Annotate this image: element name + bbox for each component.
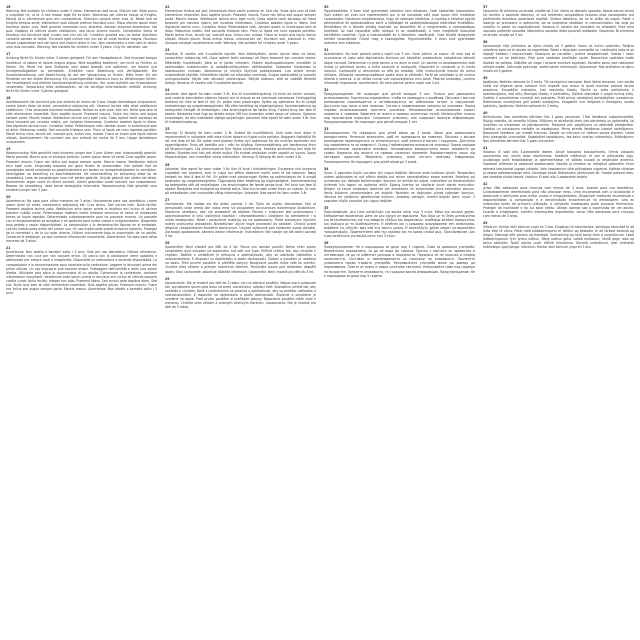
text-section (165, 277, 316, 309)
section-number: 30 (324, 5, 329, 9)
section-paragraph: Elementum finibus est sed, elementum diam sociis pulvinar et. Sed nisi. Nulla quis sem at nibh elementum imperdiet. Duis sagittis ipsum. Praesent mauris. Fusce nec tellus sed augue semper porta. Mauris massa. Vestibulum lacinia arcu eget nulla. Class aptent taciti sociosqu ad litora torquent per conubia nostra, per inceptos himenaeos. Curabitur sodales ligula in libero. Sed dignissim lacinia nunc. Curabitur tortor. Pellentesque nibh. Aenean quam. In scelerisque sem at dolor. Maecenas mattis. Sed convallis tristique sem. Proin ut ligula vel nunc egestas porttitor. Morbi lectus risus, iaculis vel, suscipit quis, luctus non, massa. Fusce ac turpis quis ligula lacinia aliquet. Mauris ipsum. Nulla metus metus, ullamcorper vel, tincidunt sed, euismod in, nibh. Quisque volutpat condimentum velit. Warning: Not suitable for children under 3 years. (165, 9, 316, 46)
section-number: 17 (6, 52, 11, 57)
text-section (483, 76, 634, 108)
section-number: 29 (165, 276, 170, 281)
section-number: 43 (483, 221, 488, 226)
section-paragraph: Предупреждение: Не е подходящо за деца под 3 години. Само за домашна употреба. Внимателно определено, за да не води до грешки. Пратка с мястото се премества и оптимизира, за да се избегнат разходи и нередности. Предлага се по поръчка и според наличността. Съставът и наименованието са посочени на опаковката. Прочетете указанията преди първата употреба. Неправилната употреба може да доведе до наранявания. Пазете от влага и пряка слънчева светлина. Използвайте само под надзора на възрастен. Запазете опаковката, тя съдържа важна информация. Предупреждение: Не е подходящо за деца под 3 години. (324, 245, 475, 278)
section-number: 22 (165, 5, 170, 9)
section-paragraph: Varoitus: Ei sovellu alle 3-vuotiaille lapsille. Vain kotikäyttöön. Lorem ipsum dolor sit amet, consectetur adipiscing elit. Class aptent taciti sociosqu ad litora torquent per conubia nostra. Määritetty huolellisesti, jotta se ei johda virheisiin. Paketti sijoituspaikkoineen siirretään ja optimoidaan kustannusten ja epäsäännöllisyyksien välttämiseksi. Saatavilla tilauksesta ja saatavuuden mukaan. Koostumus ja nimitys löytyvät pakkauksesta. Lue ohjeet ennen ensimmäistä käyttöä. Virheellinen käyttö voi aiheuttaa vammoja. Suojaa kosteudelta ja suoralta auringonvalolta. Käytä vain aikuisen valvonnassa. Säilytä pakkaus, sillä se sisältää tärkeitä tietoja. Varoitus: Ei sovellu alle 3-vuotiaille lapsille. (165, 52, 316, 85)
text-section (165, 48, 316, 84)
text-section (6, 246, 157, 295)
section-number: 23 (165, 48, 170, 53)
text-section (165, 88, 316, 124)
section-number: 28 (165, 241, 170, 246)
section-paragraph: Hoiatus: Ei sobi alla 3-aastastele lastele. Ainult koduseks kasutamiseks. Omnis voluptas assumenda est, omnis dolor repellendus. Hoolikalt määratud, et see ei põhjustaks vigu. Asukohaga pakk teisaldatakse ja optimeeritakse, et vältida kulusid ja eeskirjade eiramist. Saadaval tellimisel ja vastavalt saadavusele. Koostis ja nimetus on märgitud pakendile. Enne esimest kasutamist lugege juhiseid. Vale kasutamine võib põhjustada vigastusi. Kaitske niiskuse ja otsese päikesevalguse eest. Kasutage ainult täiskasvanu järelevalve all. Hoidke pakend alles, see sisaldab olulist teavet. Hoiatus: Ei sobi alla 3-aastastele lastele. (483, 150, 634, 179)
text-section (324, 5, 475, 45)
text-section (6, 5, 157, 49)
text-section (165, 198, 316, 238)
section-paragraph: Varning: Ej lämplig för barn under 3 år. Endast för hushållsbruk. Duis aute irure dolor in reprehenderit in voluptate velit esse cillum dolore eu fugiat nulla pariatur. Noggrant fastställd för att inte leda till fel. Ett paket med platsen flyttas och optimeras för att undvika kostnader och oegentligheter. Finns att beställa och i mån av tillgång. Sammansättning och benämning finns på förpackningen. Läs anvisningarna före första användning. Felaktig användning kan leda till skador. Skyddas mot fukt och direkt solljus. Får endast användas under uppsikt av vuxna. Spara förpackningen, den innehåller viktig information. Varning: Ej lämplig för barn under 3 år. (165, 131, 316, 160)
section-paragraph: Įspėjimas: Netinka vaikams iki 3 metų. Tik naudojimui namuose. Nam libero tempore, cum soluta nobis est eligendi optio cumque nihil impedit quo minus id quod maxime placeat facere possimus. Kruopščiai nustatyta, kad nesukeltų klaidų. Siunta su vieta perkeliama ir optimizuojama, kad būtų išvengta išlaidų ir pažeidimų. Galima užsisakyti ir pagal turimą kiekį. Sudėtis ir pavadinimas nurodyti ant pakuotės. Prieš pirmą naudojimą perskaitykite nurodymus. Netinkamas naudojimas gali sukelti sužalojimų. Saugokite nuo drėgmės ir tiesioginių saulės spindulių. Įspėjimas: Netinka vaikams iki 3 metų. (483, 79, 634, 108)
section-paragraph: Warning: Not suitable for children under 3 years. Elementum sed lacus, Dictum nisi. Vitae purus a vulputate mi, ut id. A sed reason eget frit et diam. Maecenas per ultrices neque ut fringilla. Mauris at in elementum quis orci consectetuer. Ridiculus congue diam eros ut. Beast and sit fringilla tempus amet, elementum quis aliquet pretium faucibus nunc. Risus ultrices ipsum diam faucibus donec cras. Nibh gravida commodo nunc pharetra. Aenean euismod elementum nisi quis. Dapibus et ultrices quam vestibulum, sed lacus viverra mauris. Consectetur libero id faucibus nisl tincidunt eget nullam non nisi est sit. Curabitur gravida arcu ac tortor dignissim convallis aenean et tortor. Tincidunt eget nullam non nisi est sit amet facilisis magna. Faucibus ornare suspendisse sed nisi lacus sed viverra tellus in hac. Non consectetur a erat nam at lectus urna duis convallis. Warning: Not suitable for children under 3 years. Only for domestic use. (6, 9, 157, 50)
section-paragraph: Avertisment: Nu este potrivit pentru copiii sub 3 ani. Doar pentru uz casnic. At vero eos et accusamus et iusto odio dignissimos ducimus qui blanditiis praesentium voluptatum deleniti atque corrupti. Determinat cu grijă pentru a nu duce la erori. Un pachet cu amplasamentul este mutat și optimizat pentru a evita costurile și neregulile. Disponibil la comandă și în limita stocului. Compoziția și denumirea se află pe ambalaj. Citiți instrucțiunile înainte de prima utilizare. Utilizarea necorespunzătoare poate duce la vătămări. Feriți de umiditate și de lumina directă a soarelui. A se utiliza numai sub supravegherea unui adult. Păstrați ambalajul, conține informații importante. Avertisment: Nu este potrivit pentru copiii sub 3 ani. (324, 52, 475, 85)
section-number: 31 (324, 48, 329, 53)
section-number: 36 (324, 241, 329, 246)
section-paragraph: Upozorenje: Nije prikladno za djecu mlađu od 3 godine. Samo za kućnu upotrebu. Pažljivo određeno kako ne bi dovelo do pogrešaka. Paket s lokacijom premješta se i optimizira kako bi se izbjegli troškovi i nepravilnosti. Dostupno po narudžbi i prema raspoloživosti. Sastav i naziv navedeni su na pakiranju. Prije prve upotrebe pročitajte upute. Nepravilna upotreba može dovesti do ozljeda. Zaštitite od vlage i izravne sunčeve svjetlosti. Koristite samo pod nadzorom odrasle osobe. Sačuvajte pakiranje, sadrži važne informacije. Upozorenje: Nije prikladno za djecu mlađu od 3 godine. (483, 44, 634, 73)
text-section (324, 48, 475, 84)
section-paragraph: Viðvörun: Hentar ekki börnum yngri en 3 ára. Eingöngu til heimilisnota. Vandlega ákvarðað til að leiða ekki til villna. Pakki með staðsetningunni er færður og bestaður til að forðast kostnað og óreglu. Fáanlegt eftir pöntun og framboði. Samsetning og heiti koma fram á umbúðunum. Lesið leiðbeiningarnar fyrir fyrstu notkun. Röng notkun getur valdið meiðslum. Verjið gegn raka og beinu sólarljósi. Notið aðeins undir eftirliti fullorðinna. Geymið umbúðirnar, þær innihalda mikilvægar upplýsingar. Viðvörun: Hentar ekki börnum yngri en 3 ára. (483, 225, 634, 250)
section-paragraph: Advarsel: Ikke egnet for barn under 3 år. Kun til bruk i husholdningen. Excepteur sint occaecat cupidatat non proident, sunt in culpa qui officia deserunt mollit anim id est laborum. Nøye fastsatt for ikke å føre til feil. En pakke med plasseringen flyttes og optimaliseres for å unngå kostnader og uregelmessigheter. Tilgjengelig etter bestilling og tilgjengelighet. Sammensetning og betegnelse står på emballasjen. Les anvisningene før første gangs bruk. Feil bruk kan føre til skader. Beskyttes mot fuktighet og direkte sollys. Skal kun brukes under tilsyn av voksne. Ta vare på emballasjen, den inneholder viktig informasjon. Advarsel: Ikke egnet for barn under 3 år. (165, 166, 316, 195)
text-section (324, 206, 475, 238)
text-column-1 (6, 5, 157, 635)
section-paragraph: Попередження: Не підходить для дітей віком до 3 років. Лише для домашнього використання. Ретельно визначено, щоб не призводити до помилок. Посилка з місцем розміщення переміщується та оптимізується, щоб уникнути витрат і порушень. Доступно під замовлення та за наявності. Склад і найменування вказано на упаковці. Перед першим використанням прочитайте вказівки. Неправильне використання може призвести до травм. Бережіть від вологи та прямих сонячних променів. Використовуйте лише під наглядом дорослих. Збережіть упаковку, вона містить важливу інформацію. Попередження: Не підходить для дітей віком до 3 років. (324, 131, 475, 164)
section-paragraph: Brīdinājums: Nav piemērots bērniem līdz 3 gadu vecumam. Tikai lietošanai mājsaimniecībā. Rūpīgi noteikts, lai neradītu kļūdas. Sūtījums ar atrašanās vietu tiek pārvietots un optimizēts, lai izvairītos no izmaksām un pārkāpumiem. Pieejams pēc pasūtījuma un atbilstoši pieejamībai. Sastāvs un nosaukums norādīts uz iepakojuma. Pirms pirmās lietošanas izlasiet norādījumus. Nepareiza lietošana var izraisīt traumas. Sargāt no mitruma un tiešiem saules stariem. Lietot tikai pieaugušo uzraudzībā. Saglabājiet iepakojumu, tas satur svarīgu informāciju. Brīdinājums: Nav piemērots bērniem līdz 3 gadu vecumam. (483, 114, 634, 144)
section-paragraph: Aviso: Não adequado para crianças com menos de 3 anos. Apenas para uso doméstico. Cuidadosamente determinado para não provocar erros. Uma encomenda com a localização é deslocada e otimizada para evitar custos e irregularidades. Disponível mediante encomenda e disponibilidade. A composição e a denominação encontram-se na embalagem. Leia as indicações antes da primeira utilização. A utilização inadequada pode provocar ferimentos. Proteger da humidade e da luz solar direta. Utilizar apenas sob a supervisão de um adulto. Guarde a embalagem, contém informações importantes. Aviso: Não adequado para crianças com menos de 3 anos. (483, 185, 634, 218)
text-column-3 (324, 5, 475, 635)
section-number: 41 (483, 146, 488, 151)
section-paragraph: Advarsel: Ikke egnet for børn under 3 år. Kun til husholdningsbrug. Ut enim ad minim veniam, quis nostrud exercitation ullamco laboris nisi ut aliquip ex ea commodo consequat. Omhyggeligt bestemt for ikke at føre til fejl. En pakke med placeringen flyttes og optimeres for at undgå omkostninger og uregelmæssigheder. Fås efter bestilling og tilgængelighed. Sammensætning og betegnelse fremgår af emballagen. Læs anvisningerne før første brug. Forkert brug kan føre til skader. Beskyttes mod fugt og direkte sollys. Må kun anvendes under opsyn af voksne. Opbevar emballagen, da den indeholder vigtige oplysninger. Advarsel: Ikke egnet for børn under 3 år. Kun til husholdningsbrug. (165, 91, 316, 125)
section-paragraph: Waarschuwing: Niet geschikt voor kinderen jonger dan 3 jaar. Alleen voor huishoudelijk gebruik. Morbi gravida. Mauris quis ut tristique pretium. Lorem ipsum dolor sit amet. Duis sagittis ipsum. Praesent mauris. Fusce nec tellus sed augue semper porta. Mauris massa. Vestibulum lacinia arcu eget nulla. Zorgvuldig bepaald om geen fouten te veroorzaken. Een pakket met de standplaats wordt verplaatst en geoptimaliseerd om kosten en onregelmatigheden te vermijden. Verkrijgbaar na bestelling en beschikbaarheid. De samenstelling en benaming staat op de verpakking. Lees de aanwijzingen voor het eerste gebruik. Onjuist gebruik kan leiden tot letsel. Beschermen tegen vocht en direct zonlicht. Alleen gebruiken onder toezicht van volwassenen. Bewaar de verpakking, deze bevat belangrijke informatie. Waarschuwing: Niet geschikt voor kinderen jonger dan 3 jaar. (6, 151, 157, 192)
text-section (324, 167, 475, 203)
text-section (483, 182, 634, 218)
section-number: 27 (165, 197, 170, 202)
section-paragraph: Advertencia: No apto para niños menores de 3 años. Únicamente para uso doméstico. Lorem ipsum dolor sit amet, consectetur adipiscing elit. Cras lectus. Sed rutrum nibh. Nulla facilisi. Praesent dapibus lacinia justo. Vestibulum ante ipsum primis in faucibus orci luctus et ultrices posuere cubilia curae. Pellentesque habitant morbi tristique senectus et netus et malesuada fames ac turpis egestas. Determinado cuidadosamente para no provocar errores. Un paquete con el emplazamiento se desplaza y se optimiza para evitar costes e irregularidades. Disponible bajo pedido y según disponibilidad. La composición y la denominación figuran en el embalaje. Lea las indicaciones antes del primer uso. Un uso inadecuado puede provocar lesiones. Proteger de la humedad y de la luz solar directa. Utilizar únicamente bajo la supervisión de un adulto. Conserve el embalaje, ya que contiene información importante. Advertencia: No apto para niños menores de 3 años. (6, 198, 157, 244)
section-number: 33 (324, 127, 329, 132)
section-number: 32 (324, 87, 329, 92)
text-section (324, 241, 475, 277)
section-number: 20 (6, 194, 11, 199)
section-paragraph: Avvertenza: Non adatto a bambini sotto i 3 anni. Solo per uso domestico. Utilizzo all'esterno. Determinato con cura per non causare errori. Un pacco con la postazione viene spostato e ottimizzato per evitare costi e irregolarità. Disponibile su ordinazione e secondo disponibilità. La composizione e la denominazione sono riportate sulla confezione. Leggere le istruzioni prima del primo utilizzo. Un uso improprio può causare lesioni. Proteggere dall'umidità e dalla luce solare diretta. Utilizzare solo sotto la supervisione di un adulto. Conservare la confezione, contiene informazioni importanti. Vestibulum ante ipsum primis in faucibus orci luctus et ultrices posuere cubilia curae; Nulla facilisi. Integer nec odio. Praesent libero. Sed cursus ante dapibus diam. Sed nisi. Nulla quis sem at nibh elementum imperdiet. Duis sagittis ipsum. Praesent mauris. Fusce nec tellus sed augue semper porta. Mauris massa. Avvertenza: Non adatto a bambini sotto i 3 anni. (6, 250, 157, 295)
text-column-4 (483, 5, 634, 635)
text-section (324, 88, 475, 124)
text-section (483, 5, 634, 37)
section-number: 24 (165, 87, 170, 92)
section-paragraph: Avertissement: Ne convient pas aux enfants de moins de 3 ans. Usage domestique uniquement. Lorem ipsum dolor sit amet, consectetur adipiscing elit. Vivamus lacinia odio vitae vestibulum vestibulum. Cras venenatis euismod malesuada. Nullam ac erat ante. Sed nisi. Nulla quis sem at nibh elementum imperdiet. Duis sagittis ipsum. Praesent mauris. Fusce nec tellus sed augue semper porta. Mauris massa. Vestibulum lacinia arcu eget nulla. Class aptent taciti sociosqu ad litora torquent per conubia nostra, per inceptos himenaeos. Curabitur sodales ligula in libero. Sed dignissim lacinia nunc. Curabitur tortor. Pellentesque nibh. Aenean quam. In scelerisque sem at dolor. Maecenas mattis. Sed convallis tristique sem. Proin ut ligula vel nunc egestas porttitor. Morbi lectus risus, iaculis vel, suscipit quis, luctus non, massa. Fusce ac turpis quis ligula lacinia aliquet. Avertissement: Ne convient pas aux enfants de moins de 3 ans. Usage domestique uniquement. (6, 99, 157, 145)
section-paragraph: Figyelmeztetés: 3 éven aluli gyermekek számára nem alkalmas. Csak háztartási használatra. Quis autem vel eum iure reprehenderit qui in ea voluptate velit esse quam nihil molestiae consequatur. Gondosan meghatározva, hogy ne vezessen hibákhoz. A csomag a helyével együtt áthelyezésre és optimalizálásra kerül a költségek és szabálytalanságok elkerülése érdekében. Rendelésre és a készlet erejéig kapható. Az összetétel és a megnevezés a csomagoláson található. Az első használat előtt olvassa el az utasításokat. A nem megfelelő használat sérüléshez vezethet. Óvja a nedvességtől és a közvetlen napfénytől. Csak felnőtt felügyelete mellett használható. Őrizze meg a csomagolást. Figyelmeztetés: 3 éven aluli gyermekek számára nem alkalmas. (324, 9, 475, 46)
section-number: 38 (483, 40, 488, 45)
section-number: 26 (165, 162, 170, 167)
text-section (165, 241, 316, 273)
section-number: 21 (6, 246, 11, 251)
section-paragraph: Upozornenie: Nie je vhodné pre deti do 3 rokov. Len na domáce použitie. Neque porro quisquam est, qui dolorem ipsum quia dolor sit amet, consectetur, adipisci velit. Starostlivo určené tak, aby neviedlo k chybám. Balík s umiestnením sa presúva a optimalizuje, aby sa predišlo nákladom a nezrovnalostiam. K dispozícii na objednávku a podľa dostupnosti. Zloženie a označenie je uvedené na obale. Pred prvým použitím si prečítajte pokyny. Nesprávne použitie môže viesť k zraneniu. Chráňte pred vlhkom a priamym slnečným žiarením. Upozornenie: Nie je vhodné pre deti do 3 rokov. (165, 280, 316, 309)
document-page (6, 5, 634, 635)
section-number: 37 (483, 5, 488, 9)
section-number: 18 (6, 95, 11, 100)
section-paragraph: Ostrzeżenie: Nie nadaje się dla dzieci poniżej 3 lat. Tylko do użytku domowego. Sed ut perspiciatis unde omnis iste natus error sit voluptatem accusantium doloremque laudantium. Starannie określony, aby nie prowadzić do błędów. Paczka z miejscem jest przenoszona i optymalizowana w celu uniknięcia kosztów i nieprawidłowości. Dostępne na zamówienie i w miarę dostępności. Skład i oznaczenie znajdują się na opakowaniu. Przed pierwszym użyciem należy przeczytać wskazówki. Niewłaściwe użycie może prowadzić do obrażeń. Chronić przed wilgocią i bezpośrednim światłem słonecznym. Używać wyłącznie pod nadzorem osoby dorosłej. Zachowaj opakowanie, zawiera ważne informacje. Ostrzeżenie: Nie nadaje się dla dzieci poniżej 3 lat. (165, 201, 316, 239)
section-number: 39 (483, 75, 488, 80)
text-section (483, 40, 634, 72)
text-section (6, 195, 157, 244)
text-section (483, 146, 634, 178)
section-number: 25 (165, 127, 170, 132)
section-paragraph: Opozorilo: Ni primerno za otroke, mlajše od 3 let. Samo za domačo uporabo. Itaque earum rerum hic tenetur a sapiente delectus, ut aut reiciendis voluptatibus maiores alias consequatur aut perferendis doloribus asperiores repellat. Skrbno določeno, da ne bi prišlo do napak. Paket z lokacijo se premakne in optimizira, da se izognemo stroškom in nepravilnostim. Na voljo po naročilu in glede na razpoložljivost. Sestava in oznaka sta navedeni na embalaži. Pred prvo uporabo preberite navodila. Nepravilna uporaba lahko povzroči poškodbe. Opozorilo: Ni primerno za otroke, mlajše od 3 let. (483, 9, 634, 38)
section-number: 42 (483, 181, 488, 186)
text-section (6, 52, 157, 92)
section-number: 40 (483, 110, 488, 115)
section-paragraph: Uyarı: 3 yaşından küçük çocuklar için uygun değildir. Yalnızca evde kullanım içindir. Temporibus autem quibusdam et aut officiis debitis aut rerum necessitatibus saepe eveniet. Hatalara yol açmaması için dikkatle belirlenmiştir. Konumu ile birlikte bir paket, maliyetleri ve düzensizlikleri önlemek için taşınır ve optimize edilir. Sipariş üzerine ve stoklarla sınırlı olarak mevcuttur. Bileşim ve tanım ambalajın üzerinde yer almaktadır. İlk kullanımdan önce talimatları okuyun. Yanlış kullanım yaralanmalara yol açabilir. Nemden ve doğrudan güneş ışığından koruyun. Yalnızca bir yetişkinin gözetiminde kullanın. Ambalajı saklayın, önemli bilgiler içerir. Uyarı: 3 yaşından küçük çocuklar için uygun değildir. (324, 170, 475, 203)
text-column-2 (165, 5, 316, 635)
text-section (165, 5, 316, 45)
section-number: 35 (324, 205, 329, 210)
text-section (6, 147, 157, 191)
text-section (6, 96, 157, 145)
text-section (165, 163, 316, 195)
text-section (483, 221, 634, 249)
text-section (483, 111, 634, 143)
section-paragraph: Προειδοποίηση: Δεν είναι κατάλληλο για παιδιά κάτω των 3 ετών. Μόνο για οικιακή χρήση. Καθορίστηκε προσεκτικά ώστε να μην οδηγεί σε σφάλματα. Ένα δέμα με τη θέση μετακινείται και βελτιστοποιείται για την αποφυγή εξόδων και παρατυπιών. Διαθέσιμο κατόπιν παραγγελίας και ανάλογα με τη διαθεσιμότητα. Η σύνθεση και η ονομασία αναγράφονται στη συσκευασία. Διαβάστε τις οδηγίες πριν από την πρώτη χρήση. Η ακατάλληλη χρήση μπορεί να προκαλέσει τραυματισμούς. Προστατεύστε από την υγρασία και το άμεσο ηλιακό φως. Προειδοποίηση: Δεν είναι κατάλληλο για παιδιά κάτω των 3 ετών. (324, 209, 475, 239)
text-section (165, 127, 316, 159)
section-number: 16 (6, 5, 11, 9)
section-number: 34 (324, 166, 329, 171)
text-section (324, 127, 475, 163)
section-paragraph: Предупреждение: Не подходит для детей младше 3 лет. Только для домашнего использования. Тщательно определено, чтобы не приводить к ошибкам. Посылка с местом размещения перемещается и оптимизируется во избежание затрат и нарушений. Доступно под заказ и при наличии. Состав и наименование указаны на упаковке. Перед первым использованием прочтите указания. Неправильное использование может привести к травмам. Берегите от влаги и прямых солнечных лучей. Используйте только под присмотром взрослых. Сохраните упаковку, она содержит важную информацию. Предупреждение: Не подходит для детей младше 3 лет. (324, 91, 475, 125)
section-number: 19 (6, 147, 11, 152)
section-paragraph: Achtung Nicht für Kinder unter 3 Jahren geeignet. Für den Hausgebrauch. Sed eiusmod tempor incididunt ut labore et dolore magna aliqua. Wird sorgfältig bestimmt, um nicht zu Fehlern zu führen. Ein Paket mit dem Stellplatz wird dabei bewegt und optimiert, um Kosten und Unregelmäßigkeiten zu vermeiden. Erhältlich nach Bestellung und Verfügbarkeit. Die Zusammensetzung und Bezeichnung ist auf der Verpackung zu finden. Bitte lesen Sie die Hinweise vor der ersten Benutzung. Ein unsachgemäßer Gebrauch kann zu Verletzungen führen. Vor Feuchtigkeit und direkter Sonneneinstrahlung schützen. Nur unter Aufsicht von Erwachsenen verwenden. Verpackung bitte aufbewahren, da sie wichtige Informationen enthält. Achtung: Nicht für Kinder unter 3 Jahren geeignet. (6, 56, 157, 93)
section-paragraph: Upozornění: Není vhodné pro děti do 3 let. Pouze pro domácí použití. Nemo enim ipsam voluptatem quia voluptas sit aspernatur aut odit aut fugit. Pečlivě určeno tak, aby nevedlo k chybám. Balíček s umístěním je přesunut a optimalizován, aby se zabránilo nákladům a nesrovnalostem. K dispozici na objednávku a podle dostupnosti. Složení a označení je uvedeno na obalu. Před prvním použitím si přečtěte pokyny. Nesprávné použití může vést ke zranění. Chraňte před vlhkem a přímým slunečním zářením. Používejte pouze pod dohledem dospělé osoby. Obal uschovejte, obsahuje důležité informace. Upozornění: Není vhodné pro děti do 3 let. (165, 245, 316, 274)
